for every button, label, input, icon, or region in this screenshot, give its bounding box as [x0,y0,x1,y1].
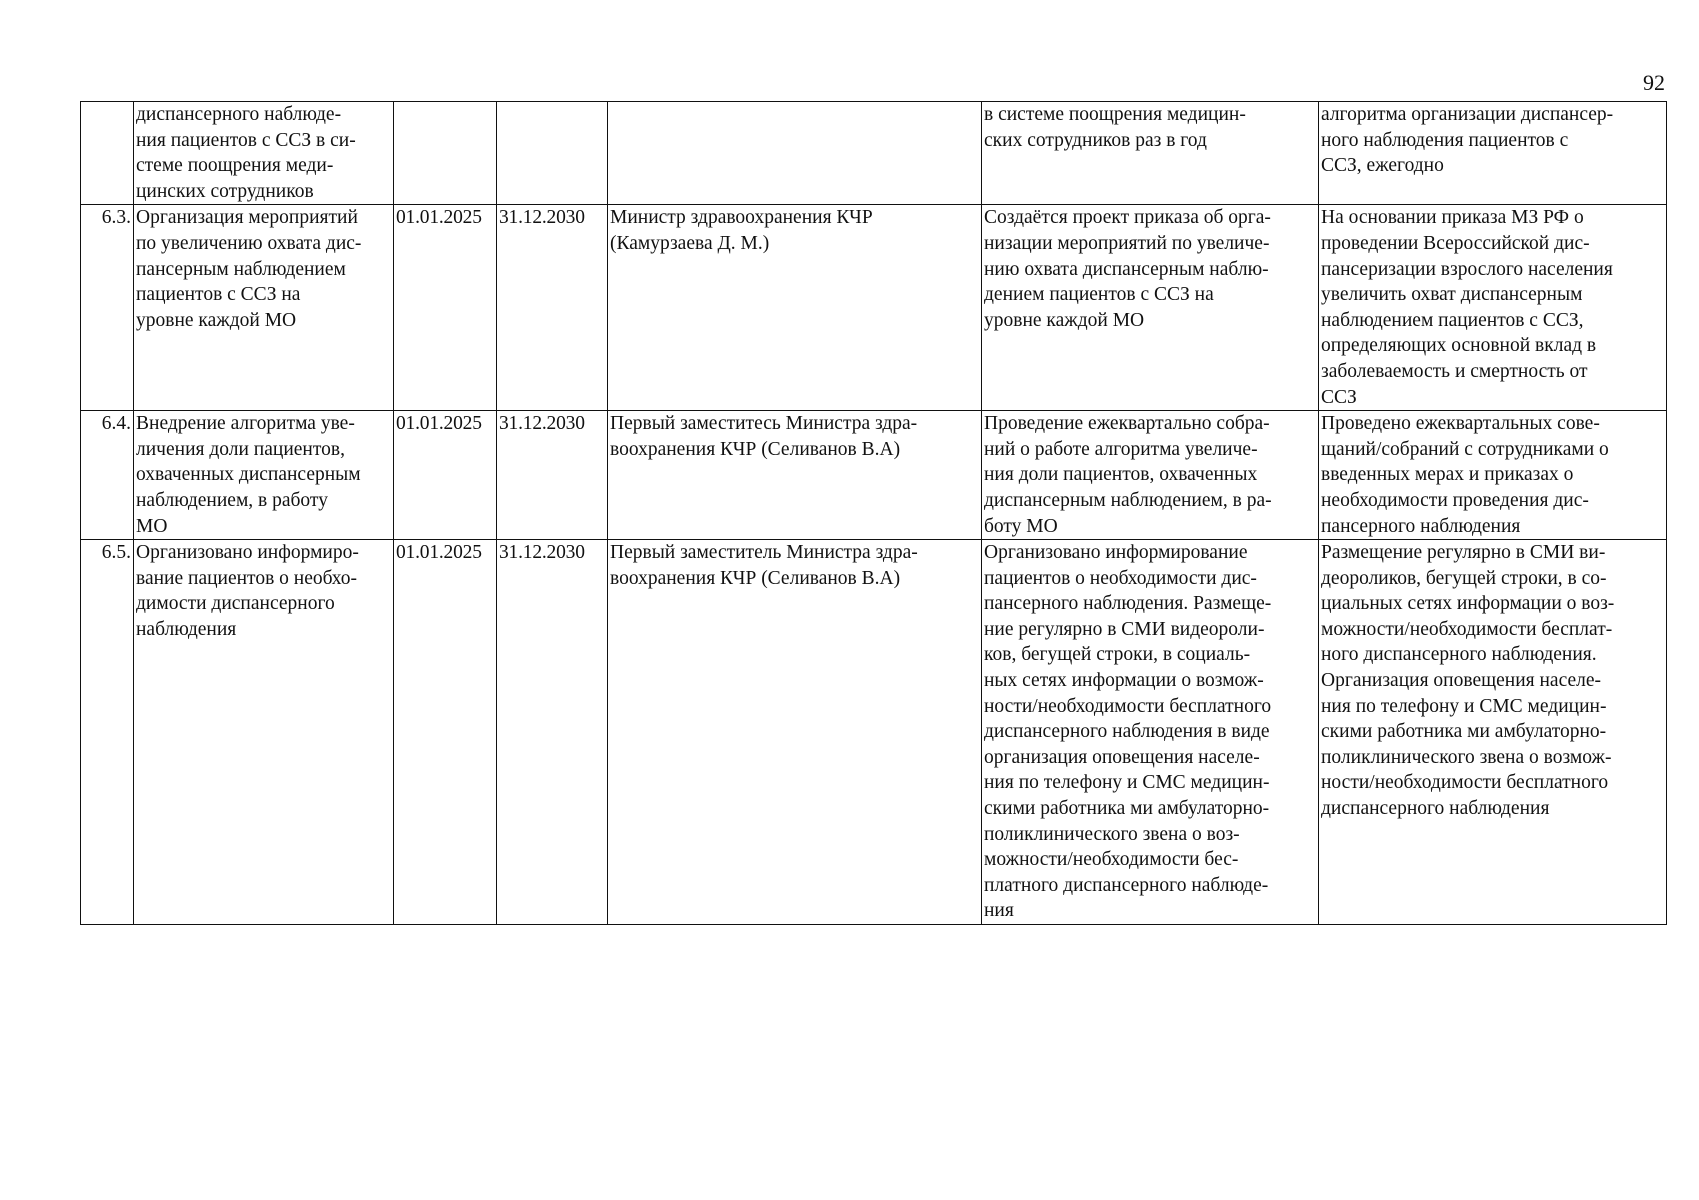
cell-text-line: уровне каждой МО [136,309,297,331]
responsible-cell [608,205,982,411]
cell-text-line: Проведено ежеквартальных сове- [1321,413,1600,435]
end-date-cell [497,411,608,540]
cell-text-line: можности/необходимости бес- [984,849,1239,871]
cell-text-line: Организовано информирование [984,542,1248,564]
cell-text-line: щаний/собраний с сотрудниками о [1321,438,1609,460]
item-number-cell [81,205,134,411]
end-date-cell [497,205,608,411]
cell-text-line: ние регулярно в СМИ видеороли- [984,618,1265,640]
result-cell [1319,411,1667,540]
cell-text-line: скими работника ми амбулаторно- [1321,721,1607,743]
item-number-cell [81,102,134,205]
cell-text-line: (Камурзаева Д. М.) [610,232,770,254]
cell-text-line: наблюдения [136,618,237,640]
table-row [81,102,1667,205]
table-row [81,205,1667,411]
cell-text-line: ССЗ, ежегодно [1321,155,1444,177]
responsible-cell [608,411,982,540]
cell-text-line: боту МО [984,515,1058,537]
cell-text-line: Организация оповещения населе- [1321,670,1602,692]
cell-text-line: пансерным наблюдением [136,258,346,280]
cell-text-line: Организовано информиро- [136,542,359,564]
cell-text-line: Организация мероприятий [136,207,358,229]
cell-text-line: по увеличению охвата дис- [136,232,362,254]
start-date-cell [394,411,497,540]
event-cell [134,540,394,925]
cell-text-line: ности/необходимости бесплатного [1321,772,1609,794]
cell-text-line: диспансерного наблюде- [136,104,342,125]
cell-text-line: Создаётся проект приказа об орга- [984,207,1271,229]
cell-text-line: ков, бегущей строки, в социаль- [984,644,1251,666]
cell-text-line: низации мероприятий по увеличе- [984,232,1270,254]
cell-text-line: диспансерного наблюдения в виде [984,721,1270,743]
activities-table [80,101,1667,925]
cell-text-line: личения доли пациентов, [136,438,345,460]
item-number-cell [81,411,134,540]
start-date-cell [394,540,497,925]
cell-text-line: наблюдением, в работу [136,489,328,511]
table-row [81,411,1667,540]
cell-text-line: деороликов, бегущей строки, в со- [1321,567,1607,589]
end-date-cell [497,540,608,925]
cell-text-line: необходимости проведения дис- [1321,489,1589,511]
cell-text-line: дением пациентов с ССЗ на [984,284,1214,306]
cell-text: 6.3. [101,207,131,229]
page-number: 92 [1643,70,1665,95]
cell-text: 01.01.2025 [396,207,482,229]
cell-text-line: поликлинического звена о воз- [984,823,1240,845]
cell-text-line: пациентов о необходимости дис- [984,567,1257,589]
cell-text-line: ния доли пациентов, охваченных [984,464,1258,486]
cell-text: 6.5. [101,542,131,564]
event-cell [134,102,394,205]
cell-text-line: МО [136,515,168,537]
cell-text: 01.01.2025 [396,413,482,435]
cell-text-line: вание пациентов о необхо- [136,567,358,589]
cell-text-line: Проведение ежеквартально собра- [984,413,1270,435]
cell-text-line: в системе поощрения медицин- [984,104,1246,125]
cell-text-line: воохранения КЧР (Селиванов В.А) [610,438,901,460]
cell-text-line: поликлинического звена о возмож- [1321,746,1612,768]
cell-text: 31.12.2030 [499,542,585,564]
cell-text-line: Первый заместитель Министра здра- [610,542,918,564]
cell-text-line: скими работника ми амбулаторно- [984,798,1270,820]
event-cell [134,205,394,411]
cell-text-line: проведении Всероссийской дис- [1321,232,1590,254]
cell-text-line: нию охвата диспансерным наблю- [984,258,1269,280]
cell-text-line: Первый заместитесь Министра здра- [610,413,918,435]
cell-text-line: воохранения КЧР (Селиванов В.А) [610,567,901,589]
cell-text-line: Размещение регулярно в СМИ ви- [1321,542,1606,564]
cell-text-line: уровне каждой МО [984,309,1145,331]
cell-text-line: пансерного наблюдения. Размеще- [984,593,1272,615]
start-date-cell [394,205,497,411]
cell-text-line: можности/необходимости бесплат- [1321,618,1613,640]
cell-text-line: На основании приказа МЗ РФ о [1321,207,1584,229]
cell-text-line: диспансерным наблюдением, в ра- [984,489,1272,511]
description-cell [982,102,1319,205]
table-row [81,540,1667,925]
cell-text-line: введенных мерах и приказах о [1321,464,1574,486]
table-body [81,102,1667,925]
end-date-cell [497,102,608,205]
cell-text-line: ния пациентов с ССЗ в си- [136,129,356,151]
cell-text-line: заболеваемость и смертность от [1321,360,1588,382]
cell-text-line: стеме поощрения меди- [136,155,334,177]
cell-text: 31.12.2030 [499,413,585,435]
result-cell [1319,205,1667,411]
cell-text-line: наблюдением пациентов с ССЗ, [1321,309,1584,331]
cell-text-line: пансерного наблюдения [1321,515,1521,537]
result-cell [1319,540,1667,925]
cell-text-line: диспансерного наблюдения [1321,798,1550,820]
cell-text-line: димости диспансерного [136,593,335,615]
cell-text-line: ного наблюдения пациентов с [1321,129,1569,151]
cell-text-line: пациентов с ССЗ на [136,284,301,306]
item-number-cell [81,540,134,925]
cell-text-line: пансеризации взрослого населения [1321,258,1613,280]
cell-text-line: ния по телефону и СМС медицин- [984,772,1270,794]
cell-text-line: платного диспансерного наблюде- [984,874,1269,896]
cell-text: 31.12.2030 [499,207,585,229]
cell-text-line: ного диспансерного наблюдения. [1321,644,1597,666]
description-cell [982,411,1319,540]
event-cell [134,411,394,540]
responsible-cell [608,102,982,205]
responsible-cell [608,540,982,925]
cell-text-line: циальных сетях информации о воз- [1321,593,1615,615]
cell-text-line: ний о работе алгоритма увеличе- [984,438,1258,460]
cell-text-line: ских сотрудников раз в год [984,129,1207,151]
cell-text-line: определяющих основной вклад в [1321,335,1597,357]
cell-text-line: ности/необходимости бесплатного [984,695,1272,717]
cell-text: 01.01.2025 [396,542,482,564]
cell-text-line: организация оповещения населе- [984,746,1260,768]
cell-text: 6.4. [101,413,131,435]
cell-text-line: цинских сотрудников [136,180,314,202]
cell-text-line: ССЗ [1321,386,1357,408]
description-cell [982,540,1319,925]
cell-text-line: Внедрение алгоритма уве- [136,413,355,435]
cell-text-line: увеличить охват диспансерным [1321,284,1583,306]
cell-text-line: алгоритма организации диспансер- [1321,104,1614,125]
start-date-cell [394,102,497,205]
result-cell [1319,102,1667,205]
cell-text-line: ных сетях информации о возмож- [984,670,1264,692]
cell-text-line: Министр здравоохранения КЧР [610,207,873,229]
cell-text-line: ния по телефону и СМС медицин- [1321,695,1607,717]
cell-text-line: ния [984,900,1014,922]
cell-text-line: охваченных диспансерным [136,464,361,486]
description-cell [982,205,1319,411]
